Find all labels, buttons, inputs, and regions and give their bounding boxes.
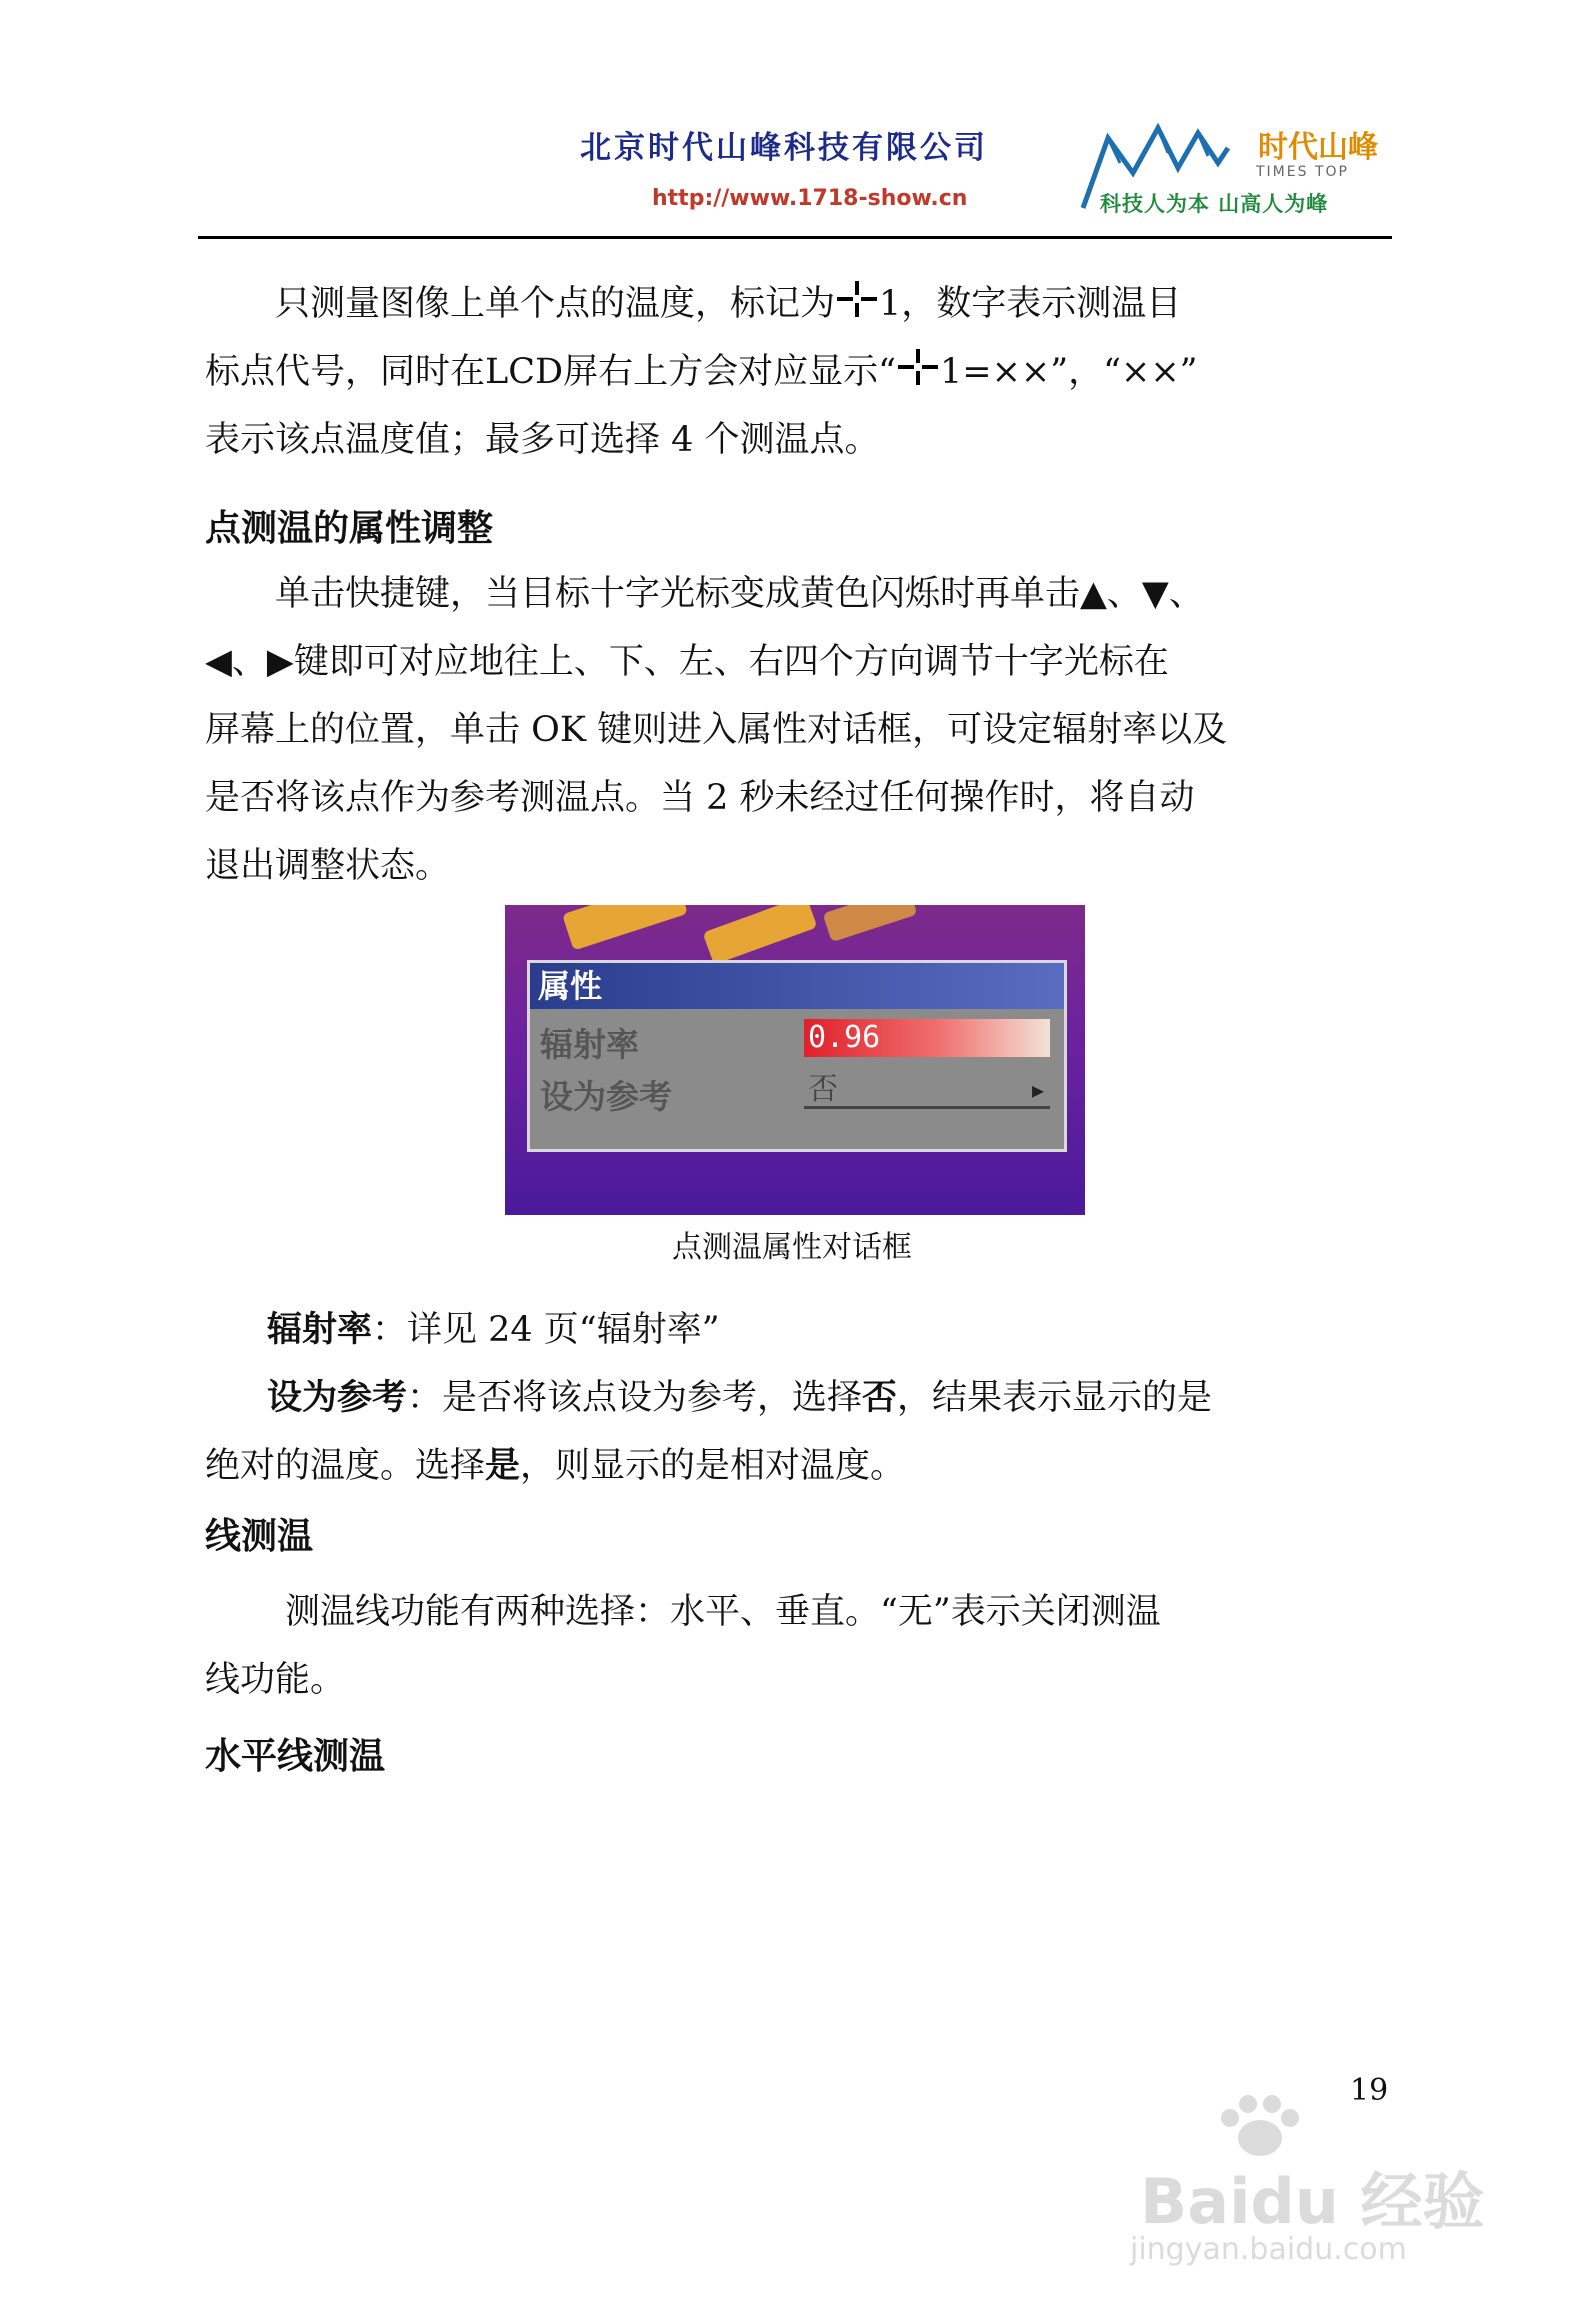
dialog-title: 属性	[530, 963, 1064, 1009]
reference-text: ，结果表示显示的是	[897, 1378, 1213, 1418]
intro-paragraph	[205, 270, 1387, 474]
thermal-hotspot	[562, 905, 688, 951]
reference-text: 绝对的温度。选择	[205, 1446, 486, 1486]
dialog-description	[205, 1296, 1387, 1500]
company-logo	[1078, 108, 1388, 223]
intro-line-1	[205, 270, 1387, 338]
reference-text: ：是否将该点设为参考，选择	[407, 1378, 863, 1418]
baidu-watermark	[1130, 2090, 1510, 2270]
adjust-line: 退出调整状态。	[205, 846, 451, 886]
header-rule	[198, 236, 1392, 239]
crosshair-icon	[835, 279, 879, 319]
intro-text: 只测量图像上单个点的温度，标记为	[275, 284, 836, 324]
reference-desc	[205, 1364, 1387, 1432]
reference-no: 否	[862, 1377, 898, 1418]
figure-caption: 点测温属性对话框	[672, 1230, 912, 1265]
watermark-text: Baidu 经验	[1140, 2165, 1485, 2238]
emissivity-field[interactable]	[804, 1019, 1050, 1057]
thermal-hotspot	[703, 905, 818, 965]
reference-text: ，则显示的是相对温度。	[520, 1446, 906, 1486]
watermark-url: jingyan.baidu.com	[1130, 2232, 1407, 2267]
emissivity-label: 辐射率	[540, 1025, 639, 1064]
paw-icon	[1200, 2090, 1320, 2160]
emissivity-value: 0.96	[808, 1020, 881, 1055]
heading-point-adjust: 点测温的属性调整	[205, 508, 494, 549]
reference-label: 设为参考	[540, 1077, 672, 1116]
reference-value: 否	[808, 1072, 838, 1107]
heading-line-measure: 线测温	[205, 1516, 314, 1557]
adjust-line: 是否将该点作为参考测温点。当 2 秒未经过任何操作时，将自动	[205, 778, 1195, 818]
adjust-line: 屏幕上的位置，单击 OK 键则进入属性对话框，可设定辐射率以及	[205, 710, 1228, 750]
crosshair-icon	[896, 347, 940, 387]
emissivity-term: 辐射率	[267, 1309, 373, 1350]
page-number: 19	[1350, 2073, 1389, 2108]
brand-name-en: TIMES TOP	[1256, 164, 1349, 180]
intro-text: 1=××”，“××”	[939, 352, 1198, 392]
intro-line-2	[205, 338, 1387, 406]
brand-slogan: 科技人为本 山高人为峰	[1100, 191, 1329, 216]
attribute-dialog	[527, 960, 1067, 1152]
thermal-hotspot	[823, 905, 918, 942]
intro-text: 标点代号，同时在LCD屏右上方会对应显示“	[205, 352, 896, 392]
company-name: 北京时代山峰科技有限公司	[580, 130, 988, 166]
thermal-dialog-figure	[505, 905, 1085, 1215]
line-text: 线功能。	[205, 1660, 346, 1700]
adjust-paragraph	[205, 560, 1387, 900]
reference-yes: 是	[485, 1445, 521, 1486]
emissivity-text: ：详见 24 页“辐射率”	[372, 1310, 720, 1350]
brand-name: 时代山峰	[1258, 130, 1378, 165]
reference-term: 设为参考	[267, 1377, 408, 1418]
arrow-right-icon: ▶	[1031, 1078, 1044, 1102]
line-paragraph	[205, 1578, 1387, 1714]
intro-text: 1，数字表示测温目	[879, 284, 1182, 324]
line-text: 测温线功能有两种选择：水平、垂直。“无”表示关闭测温	[285, 1592, 1161, 1632]
adjust-line: ◀、▶键即可对应地往上、下、左、右四个方向调节十字光标在	[205, 642, 1169, 682]
intro-line-3: 表示该点温度值；最多可选择 4 个测温点。	[205, 420, 880, 460]
emissivity-desc	[205, 1296, 1387, 1364]
company-url: http://www.1718-show.cn	[652, 186, 968, 211]
adjust-line: 单击快捷键，当目标十字光标变成黄色闪烁时再单击▲、▼、	[275, 574, 1204, 614]
reference-select[interactable]	[804, 1071, 1050, 1109]
reference-desc-2	[205, 1432, 1387, 1500]
heading-horizontal-line: 水平线测温	[205, 1736, 386, 1777]
